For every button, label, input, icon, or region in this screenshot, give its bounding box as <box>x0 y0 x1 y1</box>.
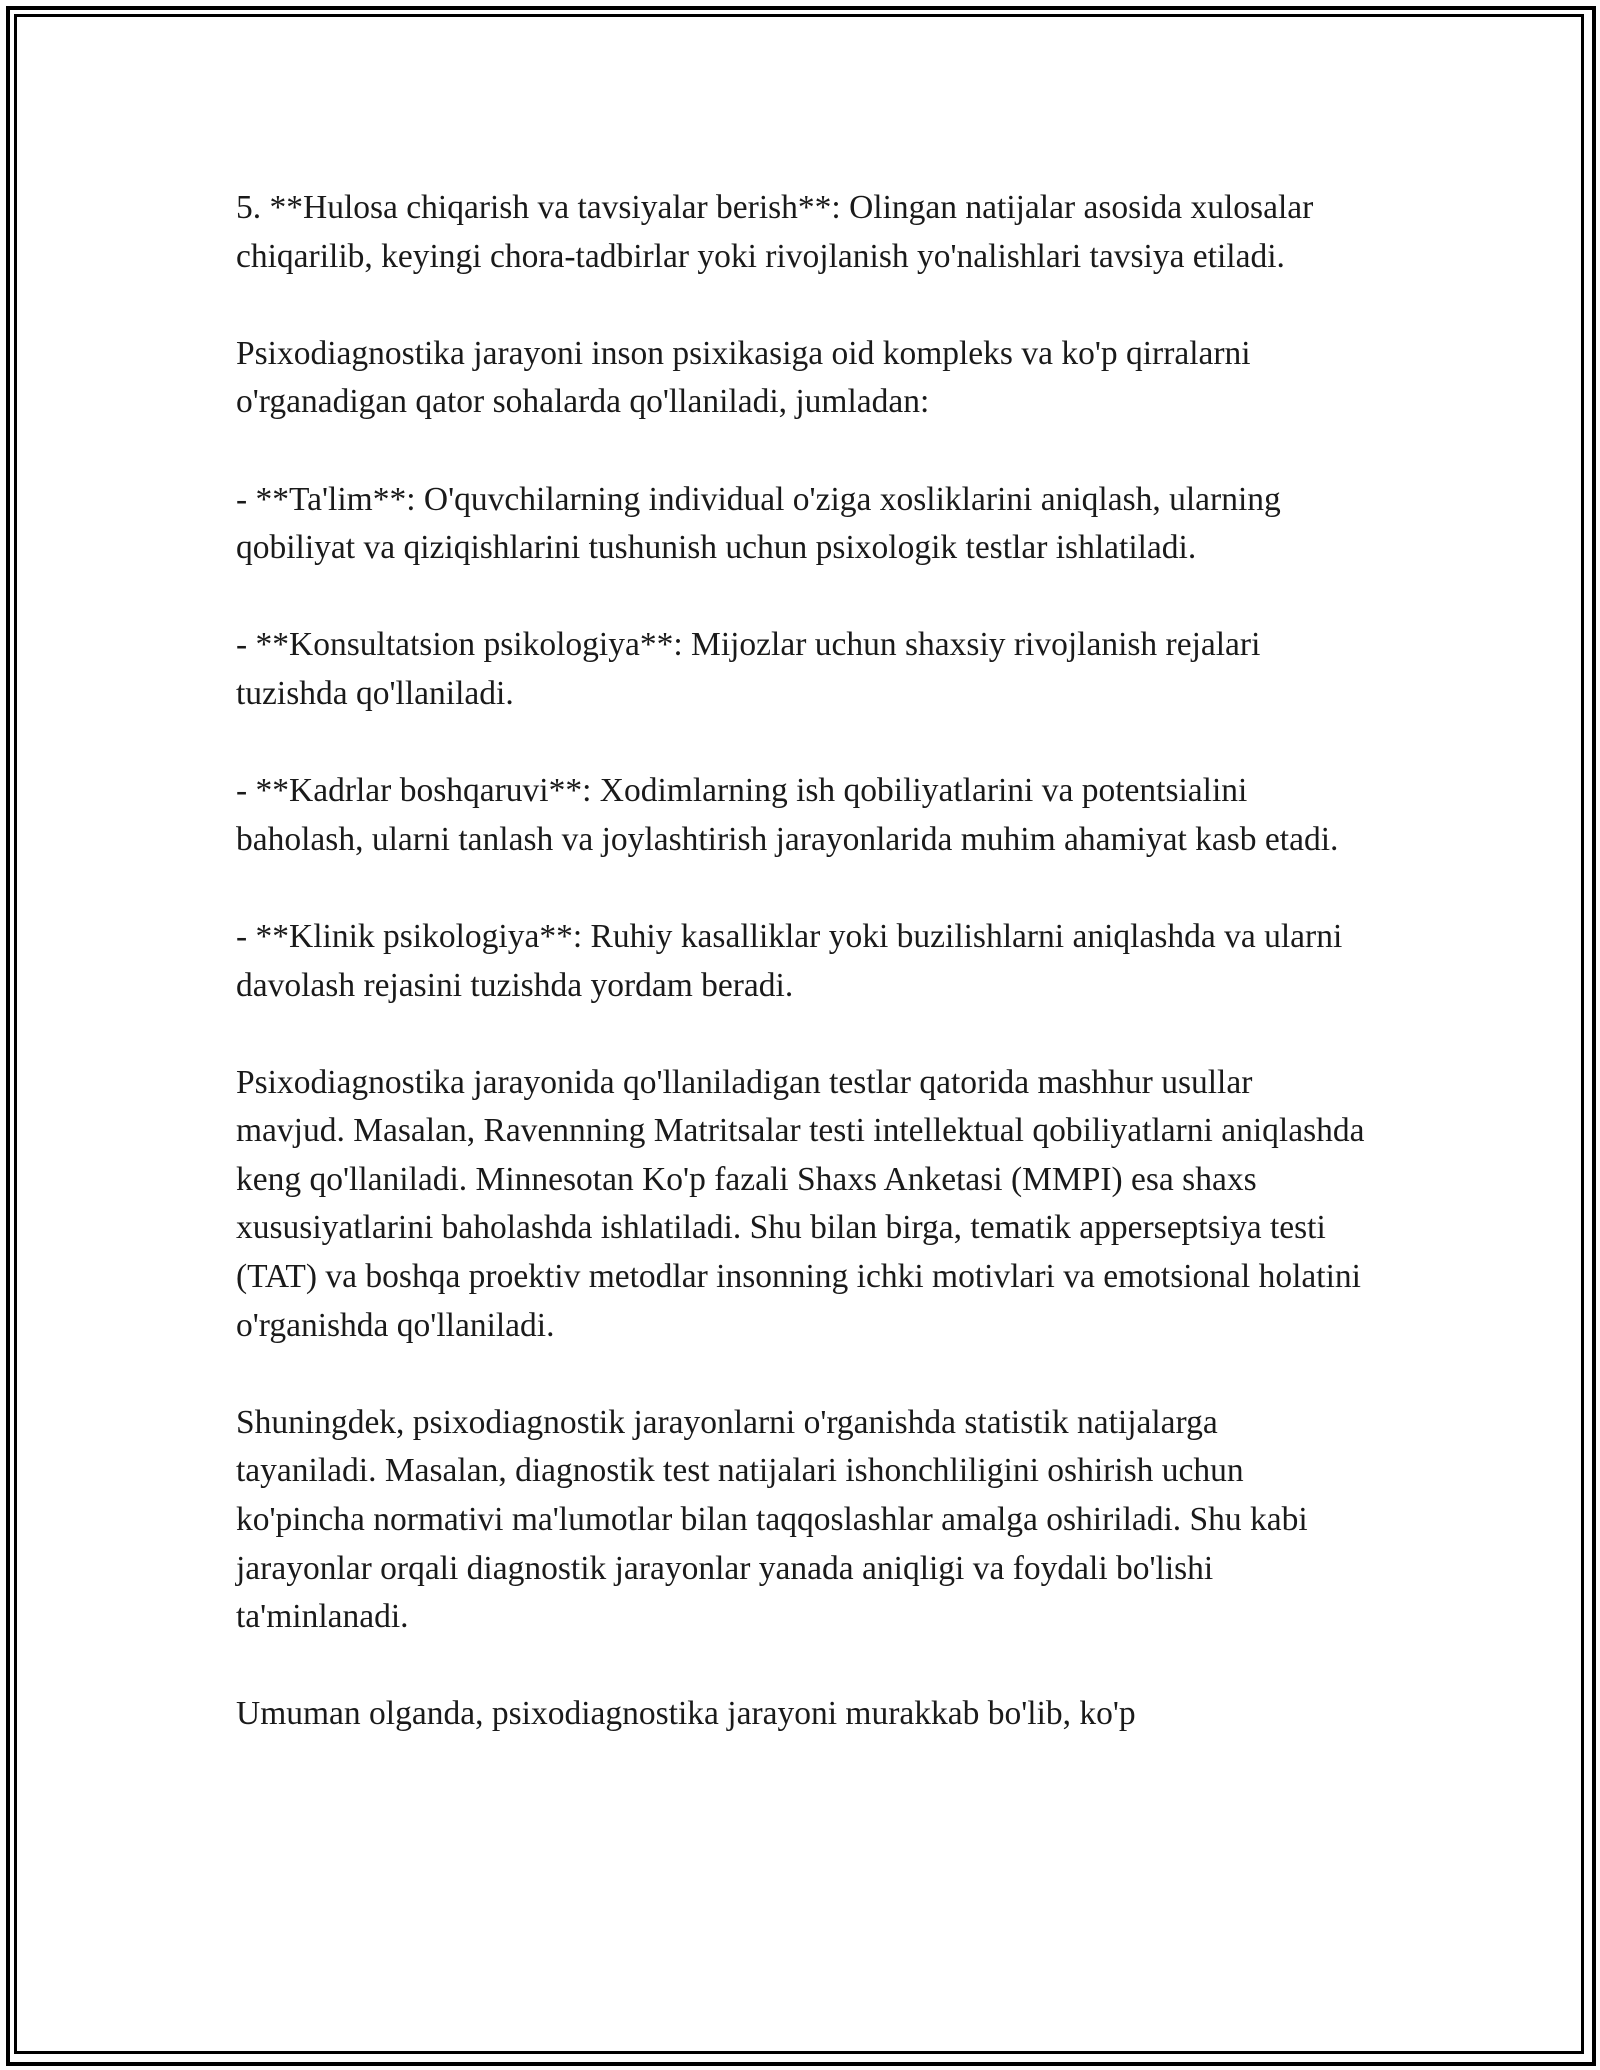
paragraph-tests: Psixodiagnostika jarayonida qo'llaniladigan testlar qatorida mashhur usullar mavjud. Masalan, Ravennning Matritsalar testi intellektual qobiliyatlarni aniqlashda keng qo'llaniladi. Minnesotan Ko'p fazali Shaxs Anketasi (MMPI) esa shaxs xususiyatlarini baholashda ishlatiladi. Shu bilan birga, tematik apperseptsiya testi (TAT) va boshqa proektiv metodlar insonning ichki motivlari va emotsional holatini o'rganishda qo'llaniladi. <box>236 1063 1365 1344</box>
list-item-hr-management: - **Kadrlar boshqaruvi**: Xodimlarning ish qobiliyatlarini va potentsialini baholash, ularni tanlash va joylashtirish jarayonlarida muhim ahamiyat kasb etadi. <box>236 772 1339 858</box>
paragraph-summary: Umuman olganda, psixodiagnostika jarayoni murakkab bo'lib, ko'p <box>236 1695 1136 1733</box>
document-body <box>236 184 1366 1788</box>
paragraph-statistics: Shuningdek, psixodiagnostik jarayonlarni o'rganishda statistik natijalarga tayaniladi. Masalan, diagnostik test natijalari ishonchliligini oshirish uchun ko'pincha normativi ma'lumotlar bilan taqqoslashlar amalga oshiriladi. Shu kabi jarayonlar orqali diagnostik jarayonlar yanada aniqligi va foydali bo'lishi ta'minlanadi. <box>236 1403 1308 1636</box>
paragraph-conclusions: 5. **Hulosa chiqarish va tavsiyalar berish**: Olingan natijalar asosida xulosalar chiqarilib, keyingi chora-tadbirlar yoki rivojlanish yo'nalishlari tavsiya etiladi. <box>236 189 1314 275</box>
list-item-education: - **Ta'lim**: O'quvchilarning individual o'ziga xosliklarini aniqlash, ularning qobiliyat va qiziqishlarini tushunish uchun psixologik testlar ishlatiladi. <box>236 480 1281 567</box>
list-item-counseling: - **Konsultatsion psikologiya**: Mijozlar uchun shaxsiy rivojlanish rejalari tuzishda qo'llaniladi. <box>236 626 1261 712</box>
list-item-clinical: - **Klinik psikologiya**: Ruhiy kasalliklar yoki buzilishlarni aniqlashda va ularni davolash rejasini tuzishda yordam beradi. <box>236 917 1343 1004</box>
paragraph-application-areas: Psixodiagnostika jarayoni inson psixikasiga oid kompleks va ko'p qirralarni o'rganadigan qator sohalarda qo'llaniladi, jumladan: <box>236 334 1251 421</box>
